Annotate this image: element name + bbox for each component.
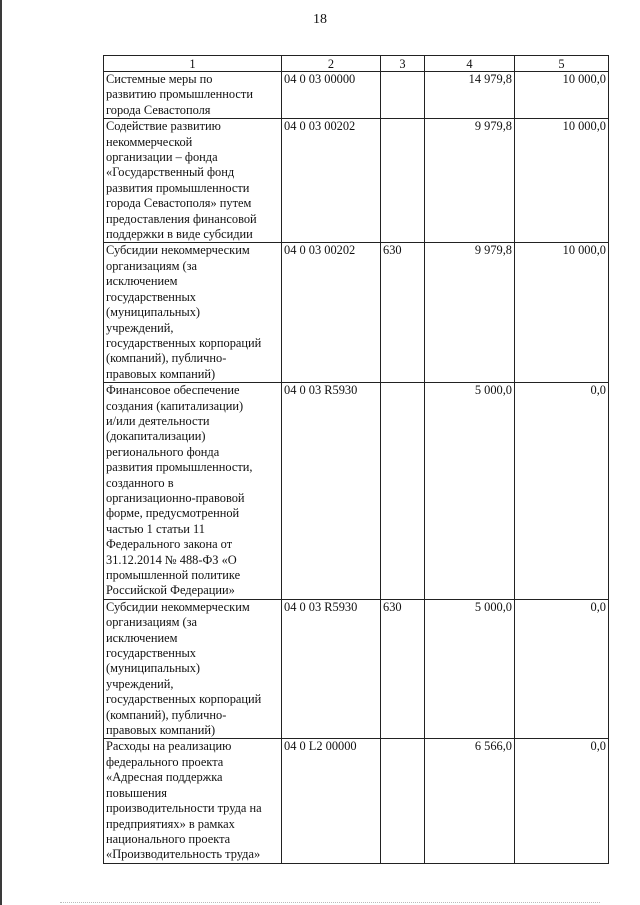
row-target-code: 04 0 03 00000 bbox=[282, 72, 381, 119]
row-amount-1: 9 979,8 bbox=[425, 119, 515, 243]
row-name: Финансовое обеспечение создания (капитализации) и/или деятельности (докапитализации) регионального фонда развития промышленности, созданного в организационно-правовой форме, предусмотренной частью 1 статьи 11 Федерального закона от 31.12.2014 № 488-ФЗ «О промышленной политике Российской Федерации» bbox=[104, 383, 282, 600]
row-amount-2: 0,0 bbox=[515, 383, 609, 600]
column-header-1: 1 bbox=[104, 56, 282, 72]
row-amount-2: 10 000,0 bbox=[515, 72, 609, 119]
table-row bbox=[104, 243, 609, 383]
row-target-code: 04 0 03 00202 bbox=[282, 119, 381, 243]
row-target-code: 04 0 03 00202 bbox=[282, 243, 381, 383]
row-expense-type: 630 bbox=[381, 243, 425, 383]
row-amount-1: 6 566,0 bbox=[425, 739, 515, 863]
table-row bbox=[104, 72, 609, 119]
row-expense-type bbox=[381, 383, 425, 600]
table-row bbox=[104, 739, 609, 863]
row-name: Содействие развитию некоммерческой организации – фонда «Государственный фонд развития промышленности города Севастополя» путем предоставления финансовой поддержки в виде субсидии bbox=[104, 119, 282, 243]
page-number: 18 bbox=[313, 12, 327, 27]
table-header-row bbox=[104, 56, 609, 72]
column-header-4: 4 bbox=[425, 56, 515, 72]
row-amount-1: 14 979,8 bbox=[425, 72, 515, 119]
row-expense-type: 630 bbox=[381, 599, 425, 739]
row-name: Субсидии некоммерческим организациям (за исключением государственных (муниципальных) учреждений, государственных корпораций (компаний), публично- правовых компаний) bbox=[104, 599, 282, 739]
table-row bbox=[104, 599, 609, 739]
row-target-code: 04 0 03 R5930 bbox=[282, 383, 381, 600]
page-edge-shadow bbox=[0, 0, 2, 905]
column-header-3: 3 bbox=[381, 56, 425, 72]
table-row bbox=[104, 119, 609, 243]
row-amount-2: 0,0 bbox=[515, 739, 609, 863]
row-amount-1: 5 000,0 bbox=[425, 599, 515, 739]
row-expense-type bbox=[381, 739, 425, 863]
row-amount-1: 9 979,8 bbox=[425, 243, 515, 383]
row-amount-1: 5 000,0 bbox=[425, 383, 515, 600]
row-target-code: 04 0 03 R5930 bbox=[282, 599, 381, 739]
column-header-2: 2 bbox=[282, 56, 381, 72]
row-name: Расходы на реализацию федерального проекта «Адресная поддержка повышения производительности труда на предприятиях» в рамках национального проекта «Производительность труда» bbox=[104, 739, 282, 863]
scan-edge-artifact bbox=[60, 900, 600, 903]
row-amount-2: 0,0 bbox=[515, 599, 609, 739]
row-amount-2: 10 000,0 bbox=[515, 243, 609, 383]
row-expense-type bbox=[381, 119, 425, 243]
row-expense-type bbox=[381, 72, 425, 119]
row-target-code: 04 0 L2 00000 bbox=[282, 739, 381, 863]
budget-table bbox=[103, 55, 609, 864]
row-name: Системные меры по развитию промышленности города Севастополя bbox=[104, 72, 282, 119]
row-amount-2: 10 000,0 bbox=[515, 119, 609, 243]
table-row bbox=[104, 383, 609, 600]
row-name: Субсидии некоммерческим организациям (за исключением государственных (муниципальных) учреждений, государственных корпораций (компаний), публично- правовых компаний) bbox=[104, 243, 282, 383]
column-header-5: 5 bbox=[515, 56, 609, 72]
